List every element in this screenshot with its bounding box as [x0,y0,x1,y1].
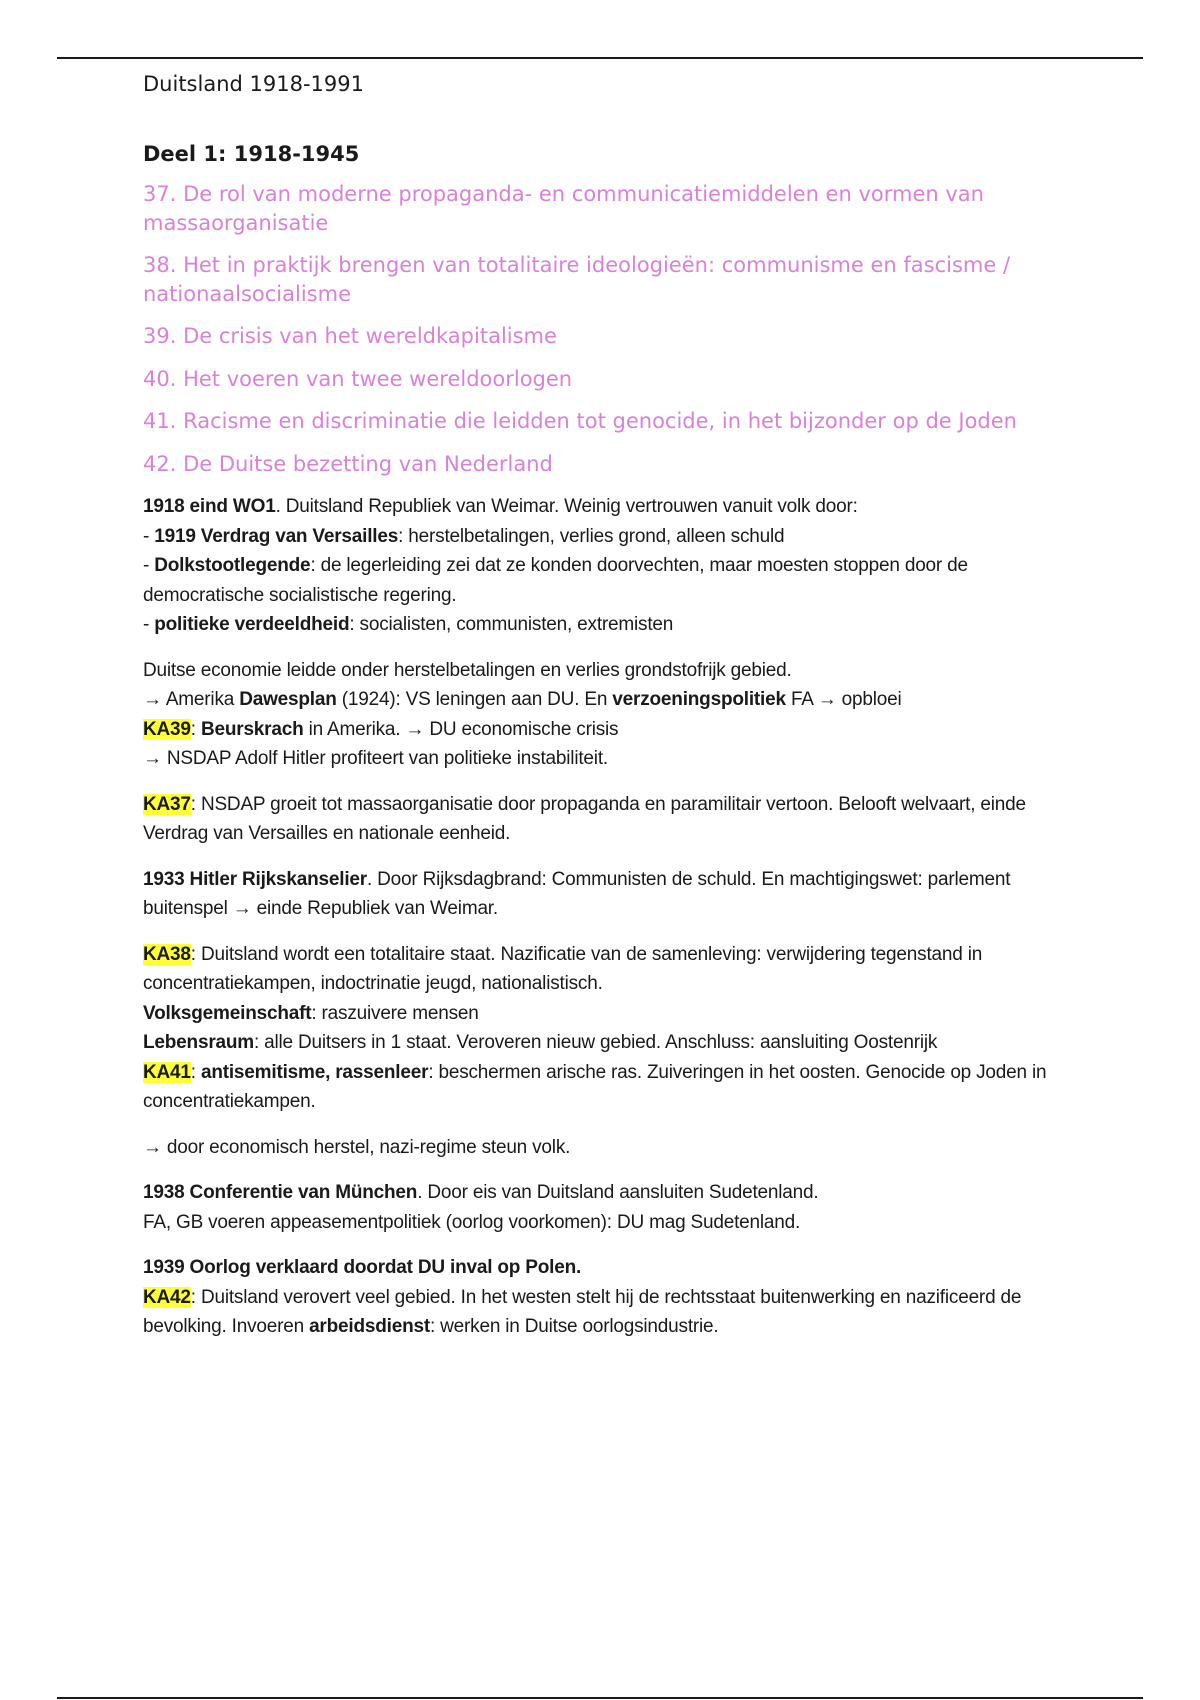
note-line [143,685,1063,715]
paragraph-weimar [143,492,1063,640]
paragraph-economy [143,656,1063,774]
note-line [143,1283,1063,1342]
note-text: : raszuivere mensen [311,1002,479,1024]
bold-term: Volksgemeinschaft [143,1002,312,1024]
ka-badge: KA37 [143,793,191,815]
note-text: : herstelbetalingen, verlies grond, alleen schuld [398,525,785,547]
note-line [143,1028,1063,1058]
note-text: : socialisten, communisten, extremisten [349,614,674,635]
goal-41: 41. Racisme en discriminatie die leidden tot genocide, in het bijzonder op de Joden [143,409,1017,433]
bold-term: Dawesplan [239,689,337,710]
note-text: . [576,1257,582,1278]
bold-term: antisemitisme, rassenleer [200,1061,429,1083]
note-line [143,522,1063,552]
note-text: in Amerika. → DU economische crisis [303,718,619,740]
section-heading: Deel 1: 1918-1945 [143,142,360,166]
document-title: Duitsland 1918-1991 [143,72,364,96]
bold-term: politieke verdeeldheid [154,614,350,635]
bold-term: 1933 Hitler Rijkskanselier [143,868,367,890]
paragraph-1938 [143,1178,1063,1237]
goal-42: 42. De Duitse bezetting van Nederland [143,451,553,476]
paragraph-1939 [143,1253,1063,1342]
note-text: : [190,718,201,740]
ka-badge: KA38 [143,943,191,965]
paragraph-support: → door economisch herstel, nazi-regime steun volk. [143,1136,571,1158]
note-line [143,715,1063,745]
note-text: → Amerika [143,689,240,710]
note-text: : Duitsland wordt een totalitaire staat. Nazificatie van de samenleving: verwijdering tegenstand in concentratiekampen, indoctrinatie jeugd, nationalistisch. [143,943,983,994]
header-rule [57,57,1143,59]
note-text: : NSDAP groeit tot massaorganisatie door propaganda en paramilitair vertoon. Belooft welvaart, einde Verdrag van Versailles en nationale eenheid. [143,793,1026,844]
goal-39: 39. De crisis van het wereldkapitalisme [143,324,557,348]
bold-term: 1939 Oorlog verklaard doordat DU inval op Polen [143,1257,576,1278]
notes-body [143,492,1063,1342]
note-line: FA, GB voeren appeasementpolitiek (oorlog voorkomen): DU mag Sudetenland. [143,1211,801,1233]
bullet-dash: - [143,525,155,547]
page-content [143,70,1063,1358]
note-line: → NSDAP Adolf Hitler profiteert van politieke instabiliteit. [143,748,608,769]
ka-badge: KA39 [143,718,191,740]
note-text: : werken in Duitse oorlogsindustrie. [430,1316,719,1337]
paragraph-ka38 [143,940,1063,1117]
note-text: FA → opbloei [785,689,902,710]
note-line [143,1058,1063,1117]
note-line [143,1178,1063,1208]
note-line [143,1253,1063,1283]
paragraph-ka37 [143,790,1063,849]
goal-38: 38. Het in praktijk brengen van totalitaire ideologieën: communisme en fascisme / nationaalsocialisme [143,253,1011,306]
note-line [143,999,1063,1029]
bold-term: arbeidsdienst [309,1316,430,1337]
note-line: Duitse economie leidde onder herstelbetalingen en verlies grondstofrijk gebied. [143,659,792,681]
note-text: : de legerleiding zei dat ze konden doorvechten, maar moesten stoppen door de democratische socialistische regering. [143,555,968,606]
bold-term: Dolkstootlegende [154,555,311,576]
note-line [143,551,1063,610]
learning-goals-list [143,180,1063,478]
bullet-dash: - [143,555,155,576]
note-text: . Door Rijksdagbrand: Communisten de schuld. En machtigingswet: parlement buitenspel → einde Republiek van Weimar. [143,868,1011,919]
footer-rule [57,1697,1143,1699]
bold-term: 1918 eind WO1 [143,496,276,517]
note-text: : [190,1061,201,1083]
bold-term: 1919 Verdrag van Versailles [154,525,399,547]
note-text: . Duitsland Republiek van Weimar. Weinig vertrouwen vanuit volk door: [275,496,858,517]
goal-40: 40. Het voeren van twee wereldoorlogen [143,366,573,391]
note-line [143,940,1063,999]
note-text: : Duitsland verovert veel gebied. In het westen stelt hij de rechtsstaat buitenwerking en nazificeerd de bevolking. Invoeren [143,1286,1022,1337]
bold-term: 1938 Conferentie van München [143,1182,418,1203]
note-text: . Door eis van Duitsland aansluiten Sudetenland. [417,1182,819,1203]
note-text: (1924): VS leningen aan DU. En [336,689,613,710]
bullet-dash: - [143,614,155,635]
ka-badge: KA41 [143,1061,191,1083]
note-line [143,492,1063,522]
bold-term: verzoeningspolitiek [612,689,786,710]
ka-badge: KA42 [143,1286,191,1308]
goal-37: 37. De rol van moderne propaganda- en communicatiemiddelen en vormen van massaorganisatie [143,182,984,235]
paragraph-1933 [143,865,1063,924]
note-text: : beschermen arische ras. Zuiveringen in het oosten. Genocide op Joden in concentratiekampen. [143,1061,1047,1112]
bold-term: Beurskrach [200,718,304,740]
note-text: : alle Duitsers in 1 staat. Veroveren nieuw gebied. Anschluss: aansluiting Oostenrijk [253,1032,938,1053]
bold-term: Lebensraum [143,1032,254,1053]
note-line [143,610,1063,640]
